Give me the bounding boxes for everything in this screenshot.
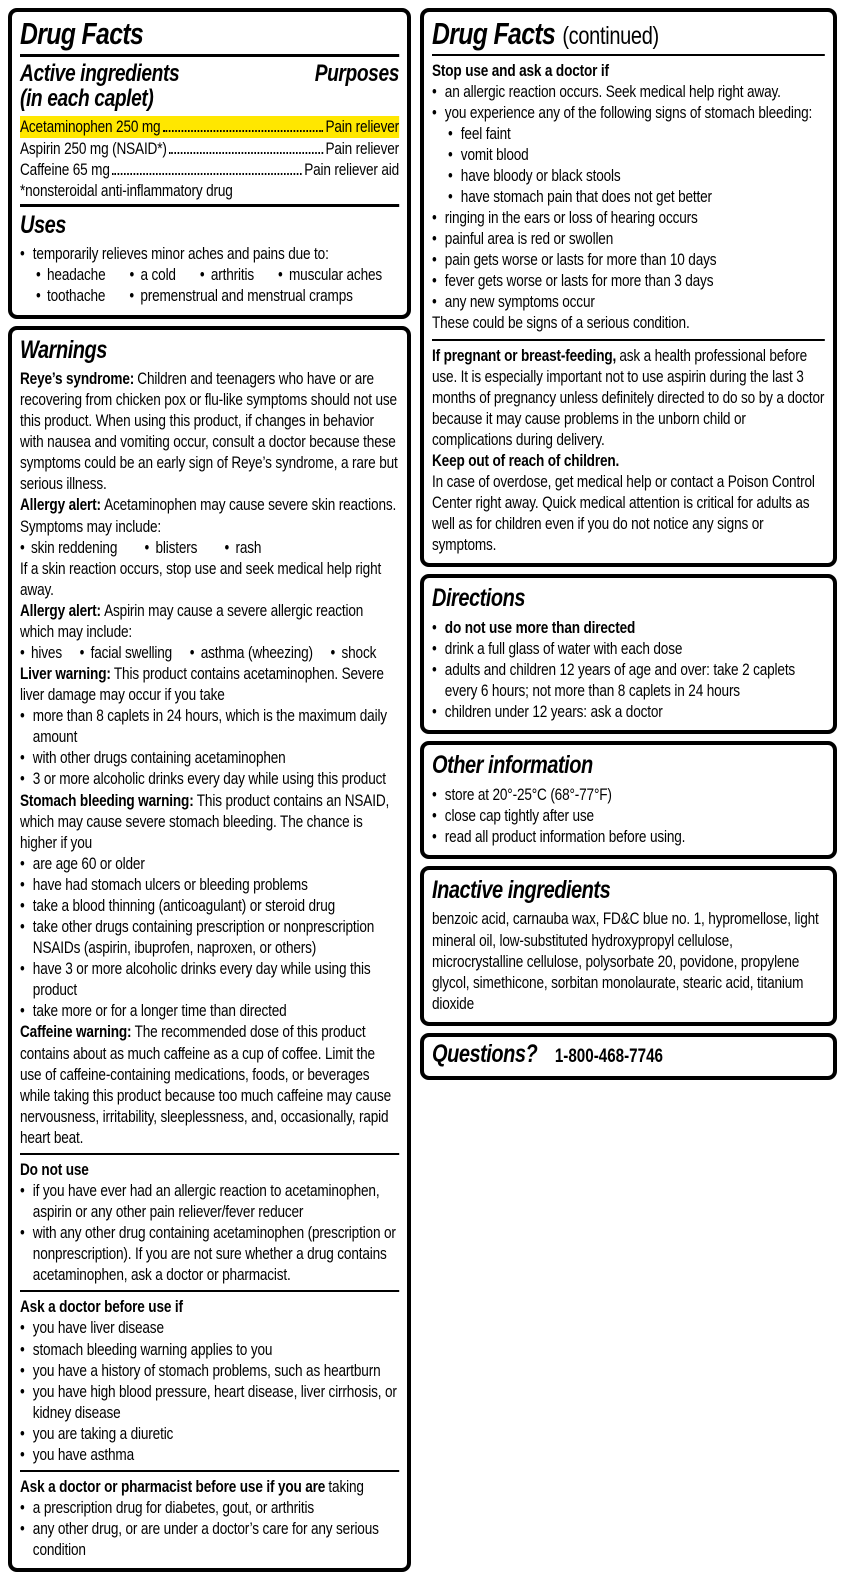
ingredient-row-caffeine [20,159,399,180]
dot-leader [163,130,323,132]
divider [20,1153,399,1155]
bullet-item: • ringing in the ears or loss of hearing occurs [432,207,825,228]
questions-title: Questions? [432,1039,538,1068]
overdose-paragraph: In case of overdose, get medical help or contact a Poison Control Center right away. Quick medical attention is critical for adults as well as for children even if you do not notice any signs or symptoms. [432,472,815,555]
uses-symptoms-row2 [36,285,399,306]
bullet-item: • 3 or more alcoholic drinks every day while using this product [20,768,399,789]
bullet-item: • any new symptoms occur [432,291,825,312]
bullet-item: • a prescription drug for diabetes, gout, or arthritis [20,1497,399,1518]
inactive-ingredients-panel [420,866,837,1026]
bullet-item: • read all product information before using. [432,826,825,847]
bullet-item: • have stomach pain that does not get better [448,186,825,207]
bullet-item: • you experience any of the following signs of stomach bleeding: [432,102,825,123]
divider [20,204,399,207]
do-not-use-heading: Do not use [20,1159,89,1179]
list-item: • hives [20,642,62,663]
list-item: • muscular aches [278,264,382,285]
bullet-item: • take other drugs containing prescription or nonprescription NSAIDs (aspirin, ibuprofen, naproxen, or others) [20,916,399,958]
keep-out-of-reach-heading: Keep out of reach of children. [432,450,620,470]
purposes-heading: Purposes [314,59,399,87]
aspirin-allergy-row [20,642,399,663]
ingredient-name: Acetaminophen 250 mg [20,117,161,137]
list-item: • asthma (wheezing) [190,642,313,663]
bullet-item: • pain gets worse or lasts for more than 10 days [432,249,825,270]
active-ingredients-heading: Active ingredients (in each caplet) [20,59,180,112]
divider [20,1290,399,1292]
pregnant-paragraph: If pregnant or breast-feeding, ask a health professional before use. It is especially important not to use aspirin during the last 3 months of pregnancy unless definitely directed to do so by a doctor because it may cause problems in the unborn child or complications during delivery. [432,345,825,449]
bullet-item: • are age 60 or older [20,853,399,874]
list-item: • arthritis [200,264,254,285]
bullet-item: • have 3 or more alcoholic drinks every day while using this product [20,958,399,1000]
bullet-item: • you have liver disease [20,1317,399,1338]
allergy-alert-acetaminophen: Allergy alert: Acetaminophen may cause severe skin reactions. Symptoms may include: [20,495,397,536]
bullet-item: • do not use more than directed [432,617,825,638]
stop-use-heading: Stop use and ask a doctor if [432,60,609,80]
ingredient-row-acetaminophen [20,116,399,137]
allergy-symptoms-row [20,537,399,558]
bullet-item: • you have asthma [20,1444,399,1465]
ingredient-row-aspirin [20,138,399,159]
nsaid-footnote: *nonsteroidal anti-inflammatory drug [20,180,233,200]
divider [432,54,825,56]
inactive-ingredients-list: benzoic acid, carnauba wax, FD&C blue no. 1, hypromellose, light mineral oil, low-substituted hydroxypropyl cellulose, microcrystalline cellulose, polysorbate 20, povidone, propylene glycol, simethicone, sorbitan monolaurate, stearic acid, titanium dioxide [432,909,819,1013]
ingredient-purpose: Pain reliever aid [304,159,399,179]
bullet-item: • have bloody or black stools [448,165,825,186]
bullet-item: • take more or for a longer time than directed [20,1000,399,1021]
ingredient-name: Caffeine 65 mg [20,159,110,179]
divider [20,1470,399,1472]
directions-title: Directions [432,584,526,613]
other-information-title: Other information [432,751,593,780]
ingredient-purpose: Pain reliever [325,138,399,158]
allergy-alert-aspirin: Allergy alert: Aspirin may cause a severe allergic reaction which may include: [20,600,364,641]
bullet-item: • stomach bleeding warning applies to you [20,1339,399,1360]
other-information-panel [420,741,837,859]
list-item: • a cold [129,264,175,285]
bullet-item: • you have a history of stomach problems, such as heartburn [20,1360,399,1381]
drug-facts-continued-title: Drug Facts (continued) [432,16,659,51]
list-item: • shock [330,642,376,663]
uses-bullet: • temporarily relieves minor aches and pains due to: [20,243,399,264]
list-item: • premenstrual and menstrual cramps [129,285,352,306]
bullet-item: • any other drug, or are under a doctor’s care for any serious condition [20,1518,399,1560]
bullet-item: • close cap tightly after use [432,805,825,826]
bullet-item: • store at 20°-25°C (68°-77°F) [432,784,825,805]
drug-facts-title: Drug Facts [20,16,144,51]
uses-title: Uses [20,210,66,239]
ask-doctor-pharmacist-heading: Ask a doctor or pharmacist before use if you are taking [20,1476,364,1496]
divider [20,54,399,57]
caffeine-warning-paragraph: Caffeine warning: The recommended dose of this product contains about as much caffeine as a cup of coffee. Limit the use of caffeine-containing medications, foods, or beverages while taking this product because too much caffeine may cause nervousness, irritability, sleeplessness, and, occasionally, rapid heart beat. [20,1022,392,1147]
reyes-syndrome-paragraph: Reye’s syndrome: Children and teenagers who have or are recovering from chicken pox or flu-like symptoms should not use this product. When using this product, if changes in behavior with nausea and vomiting occur, consult a doctor because these symptoms could be an early sign of Reye’s syndrome, a rare but serious illness. [20,369,398,494]
bullet-item: • an allergic reaction occurs. Seek medical help right away. [432,81,825,102]
bullet-item: • have had stomach ulcers or bleeding problems [20,874,399,895]
warnings-title: Warnings [20,335,107,364]
questions-phone-number: 1-800-468-7746 [554,1045,663,1067]
bullet-item: • fever gets worse or lasts for more than 3 days [432,270,825,291]
divider [432,339,825,341]
questions-panel [420,1033,837,1081]
bullet-item: • drink a full glass of water with each dose [432,638,825,659]
bullet-item: • with other drugs containing acetaminophen [20,747,399,768]
bullet-item: • painful area is red or swollen [432,228,825,249]
bullet-item: • adults and children 12 years of age and over: take 2 caplets every 6 hours; not more than 8 caplets in 24 hours [432,659,825,701]
directions-panel [420,574,837,734]
skin-reaction-note: If a skin reaction occurs, stop use and seek medical help right away. [20,558,382,599]
list-item: • headache [36,264,105,285]
drug-facts-continued-panel [420,8,837,567]
drug-facts-panel [8,8,411,319]
right-column [420,8,837,1080]
liver-warning-paragraph: Liver warning: This product contains acetaminophen. Severe liver damage may occur if you take [20,664,384,705]
active-ingredients-header [20,59,399,112]
left-column [8,8,411,1572]
stomach-bleeding-warning-paragraph: Stomach bleeding warning: This product contains an NSAID, which may cause severe stomach bleeding. The chance is higher if you [20,790,390,852]
ask-doctor-heading: Ask a doctor before use if [20,1297,183,1317]
dot-leader [169,152,323,154]
inactive-ingredients-title: Inactive ingredients [432,875,611,904]
bullet-item: • you have high blood pressure, heart disease, liver cirrhosis, or kidney disease [20,1381,399,1423]
list-item: • toothache [36,285,105,306]
serious-condition-note: These could be signs of a serious condition. [432,313,690,333]
bullet-item: • you are taking a diuretic [20,1423,399,1444]
bullet-item: • take a blood thinning (anticoagulant) or steroid drug [20,895,399,916]
bullet-item: • children under 12 years: ask a doctor [432,701,825,722]
list-item: • skin reddening [20,537,117,558]
bullet-item: • vomit blood [448,144,825,165]
list-item: • blisters [144,537,197,558]
warnings-panel [8,326,411,1573]
list-item: • rash [224,537,261,558]
ingredient-purpose: Pain reliever [325,117,399,137]
list-item: • facial swelling [80,642,173,663]
bullet-item: • with any other drug containing acetaminophen (prescription or nonprescription). If you are not sure whether a drug contains acetaminophen, ask a doctor or pharmacist. [20,1222,399,1285]
uses-symptoms-row1 [36,264,399,285]
ingredient-name: Aspirin 250 mg (NSAID*) [20,138,167,158]
bullet-item: • more than 8 caplets in 24 hours, which is the maximum daily amount [20,705,399,747]
bullet-item: • feel faint [448,123,825,144]
dot-leader [112,173,302,175]
bullet-item: • if you have ever had an allergic reaction to acetaminophen, aspirin or any other pain reliever/fever reducer [20,1180,399,1222]
